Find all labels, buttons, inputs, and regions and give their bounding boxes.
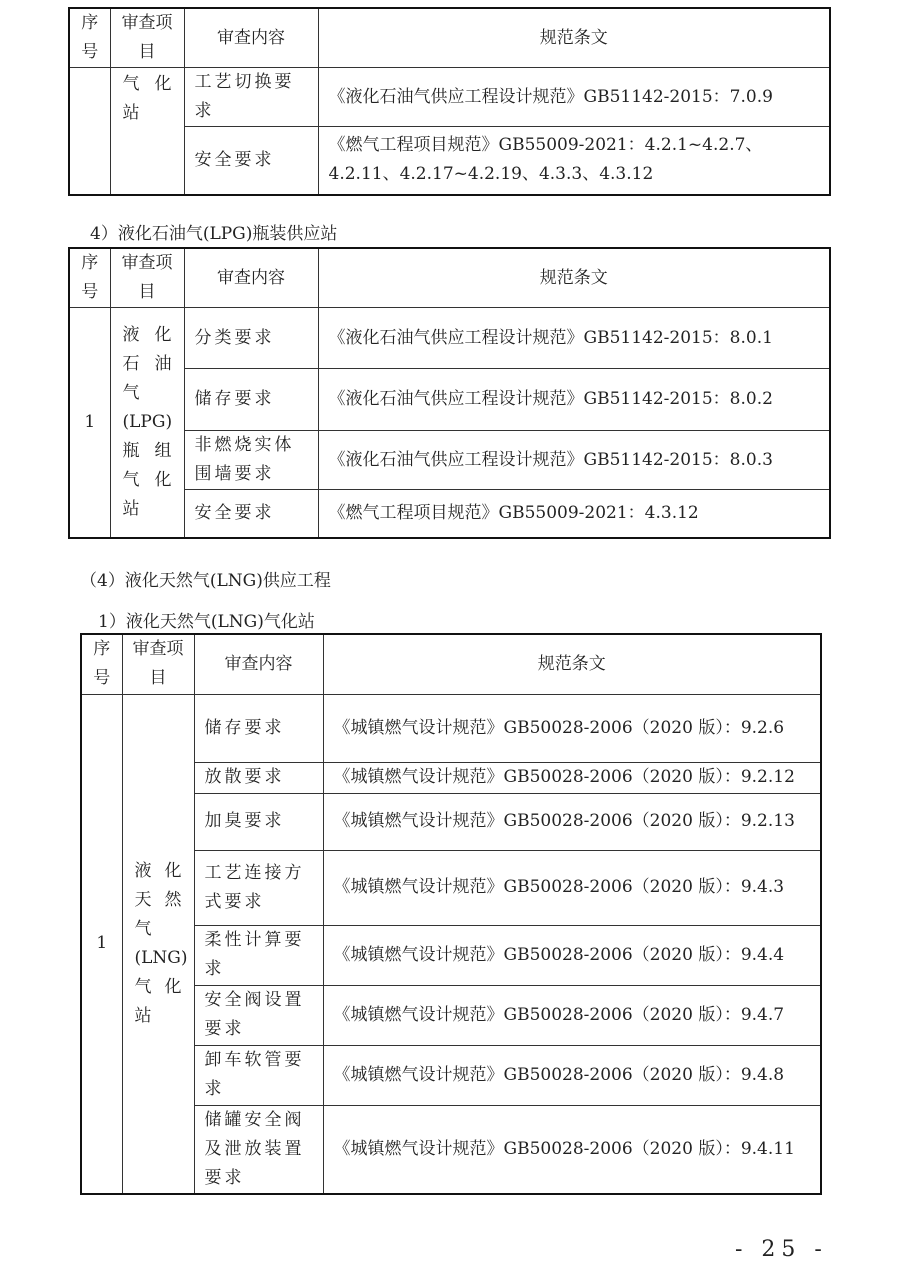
content-cell: 工艺切换要求 xyxy=(184,68,318,127)
section-heading-lpg: 4）液化石油气(LPG)瓶装供应站 xyxy=(90,224,338,244)
header-content: 审查内容 xyxy=(194,634,323,694)
header-clause: 规范条文 xyxy=(318,248,830,308)
clause-cell: 《城镇燃气设计规范》GB50028-2006（2020 版）：9.4.8 xyxy=(323,1045,821,1105)
header-item: 审查项目 xyxy=(110,8,184,68)
item-cell: 液 化 天 然 气 (LNG) 气 化 站 xyxy=(122,694,194,1194)
header-clause: 规范条文 xyxy=(323,634,821,694)
clause-cell: 《城镇燃气设计规范》GB50028-2006（2020 版）：9.4.3 xyxy=(323,850,821,925)
page-number: - 25 - xyxy=(735,1237,828,1262)
header-content: 审查内容 xyxy=(184,8,318,68)
content-cell: 安全要求 xyxy=(184,490,318,538)
content-cell: 安全要求 xyxy=(184,127,318,195)
seq-cell: 1 xyxy=(69,308,110,538)
content-cell: 加臭要求 xyxy=(194,793,323,850)
lpg-bottle-station-table xyxy=(68,247,831,539)
clause-cell: 《液化石油气供应工程设计规范》GB51142-2015：7.0.9 xyxy=(318,68,830,127)
header-seq: 序号 xyxy=(69,8,110,68)
clause-cell: 《城镇燃气设计规范》GB50028-2006（2020 版）：9.2.12 xyxy=(323,762,821,793)
content-cell: 储存要求 xyxy=(194,694,323,762)
clause-cell: 《城镇燃气设计规范》GB50028-2006（2020 版）：9.4.11 xyxy=(323,1105,821,1194)
item-cell: 气 化 站 xyxy=(110,68,184,195)
header-seq: 序号 xyxy=(69,248,110,308)
section-heading-lng-station: 1）液化天然气(LNG)气化站 xyxy=(98,612,315,632)
content-cell: 柔性计算要求 xyxy=(194,925,323,985)
clause-cell: 《城镇燃气设计规范》GB50028-2006（2020 版）：9.4.7 xyxy=(323,985,821,1045)
content-cell: 分类要求 xyxy=(184,308,318,369)
clause-cell: 《燃气工程项目规范》GB55009-2021：4.2.1~4.2.7、4.2.11、4.2.17~4.2.19、4.3.3、4.3.12 xyxy=(318,127,830,195)
content-cell: 放散要求 xyxy=(194,762,323,793)
content-cell: 储存要求 xyxy=(184,369,318,431)
clause-cell: 《城镇燃气设计规范》GB50028-2006（2020 版）：9.2.13 xyxy=(323,793,821,850)
clause-cell: 《燃气工程项目规范》GB55009-2021：4.3.12 xyxy=(318,490,830,538)
clause-cell: 《液化石油气供应工程设计规范》GB51142-2015：8.0.3 xyxy=(318,431,830,490)
header-seq: 序号 xyxy=(81,634,122,694)
clause-cell: 《液化石油气供应工程设计规范》GB51142-2015：8.0.2 xyxy=(318,369,830,431)
item-cell: 液 化 石 油 气 (LPG) 瓶 组 气 化 站 xyxy=(110,308,184,538)
section-heading-lng: （4）液化天然气(LNG)供应工程 xyxy=(80,571,331,591)
content-cell: 工艺连接方式要求 xyxy=(194,850,323,925)
seq-cell: 1 xyxy=(81,694,122,1194)
clause-cell: 《液化石油气供应工程设计规范》GB51142-2015：8.0.1 xyxy=(318,308,830,369)
clause-cell: 《城镇燃气设计规范》GB50028-2006（2020 版）：9.2.6 xyxy=(323,694,821,762)
content-cell: 卸车软管要求 xyxy=(194,1045,323,1105)
content-cell: 非燃烧实体围墙要求 xyxy=(184,431,318,490)
content-cell: 安全阀设置要求 xyxy=(194,985,323,1045)
header-item: 审查项目 xyxy=(122,634,194,694)
header-item: 审查项目 xyxy=(110,248,184,308)
lng-gasification-station-table xyxy=(80,633,822,1195)
header-content: 审查内容 xyxy=(184,248,318,308)
seq-cell xyxy=(69,68,110,195)
gasification-station-table xyxy=(68,7,831,196)
content-cell: 储罐安全阀及泄放装置要求 xyxy=(194,1105,323,1194)
clause-cell: 《城镇燃气设计规范》GB50028-2006（2020 版）：9.4.4 xyxy=(323,925,821,985)
header-clause: 规范条文 xyxy=(318,8,830,68)
